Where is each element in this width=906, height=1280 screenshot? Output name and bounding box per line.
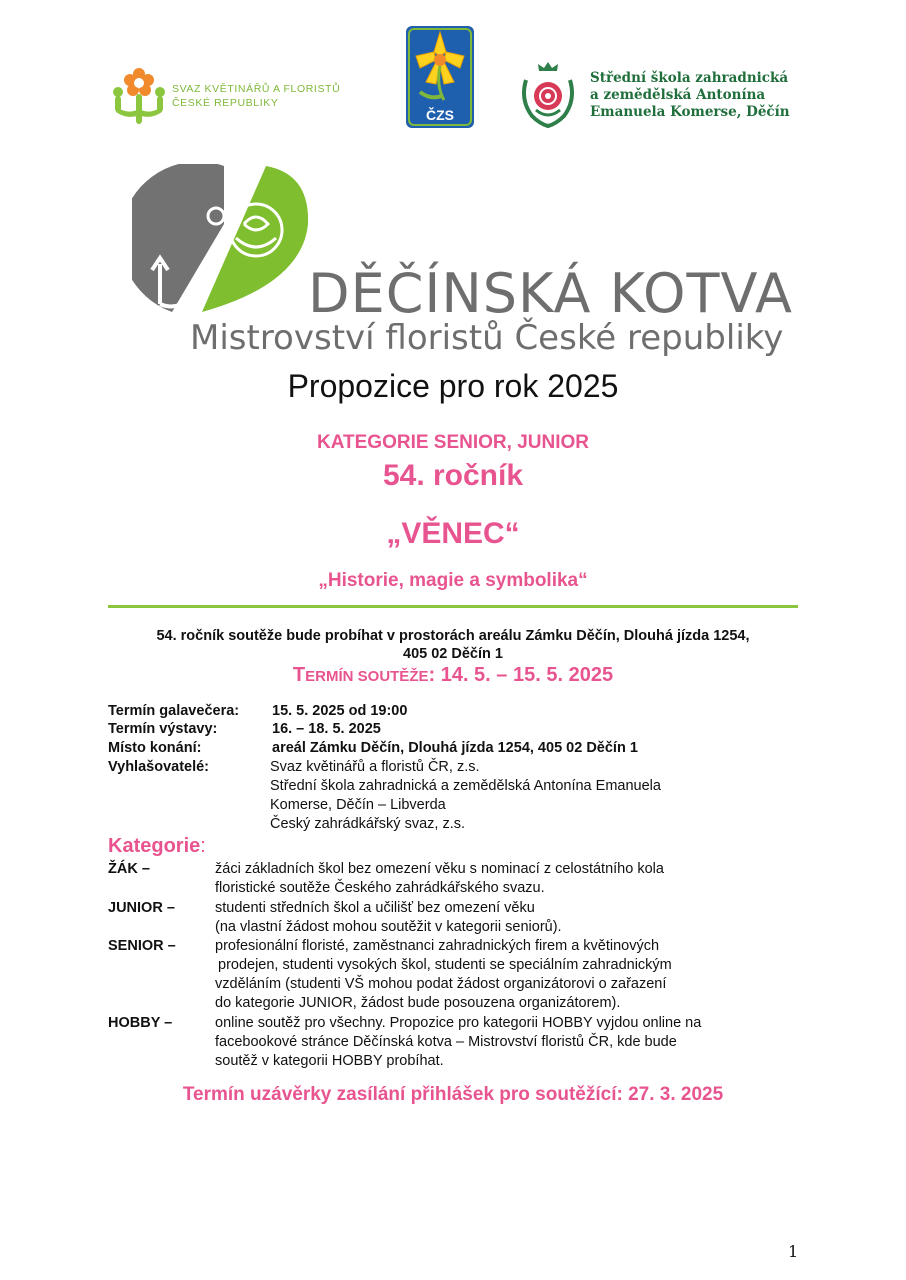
theme: „VĚNEC“ [386,517,520,550]
detail-label-place: Místo konání: [108,740,202,756]
page-number: 1 [788,1242,799,1261]
term-label-rest: ERMÍN SOUTĚŽE [305,668,429,685]
school-line-3: Emanuela Komerse, Děčín [590,104,790,120]
school-line-1: Střední škola zahradnická [590,70,789,86]
category-line: KATEGORIE SENIOR, JUNIOR [316,432,589,453]
school-logo-icon [518,60,578,128]
category-senior-line-4: do kategorie JUNIOR, žádost bude posouzena organizátorem). [215,995,621,1011]
motto: „Historie, magie a symbolika“ [318,570,588,591]
page-heading: Propozice pro rok 2025 [287,368,619,404]
category-senior-line-3: vzděláním (studenti VŠ mohou podat žádost organizátorovi o zařazení [215,976,667,992]
detail-value-gala: 15. 5. 2025 od 19:00 [272,703,408,719]
venue-line-1: 54. ročník soutěže bude probíhat v prostorách areálu Zámku Děčín, Dlouhá jízda 1254, [156,628,750,644]
category-name-zak: ŽÁK – [108,861,150,877]
brand-subtitle: Mistrovství floristů České republiky [190,318,784,358]
detail-value-exhibition: 16. – 18. 5. 2025 [272,721,381,737]
brand-title: DĚČÍNSKÁ KOTVA [308,262,793,325]
divider [108,605,798,608]
detail-label-exhibition: Termín výstavy: [108,721,218,737]
czs-logo-icon [406,26,474,128]
category-hobby-line-2: facebookové stránce Děčínská kotva – Mistrovství floristů ČR, kde bude [215,1034,677,1050]
svaz-line-2: ČESKÉ REPUBLIKY [172,97,279,109]
category-senior-line-1: profesionální floristé, zaměstnanci zahradnických firem a květinových [215,938,660,954]
category-senior-line-2: prodejen, studenti vysokých škol, studenti se speciálním zahradnickým [218,957,672,973]
term-label-first: T [292,664,306,686]
kotva-logo-icon [132,164,310,314]
organizer-2: Střední škola zahradnická a zemědělská Antonína Emanuela [270,778,661,794]
czs-logo-label: ČZS [426,107,454,123]
edition: 54. ročník [382,459,524,492]
category-zak-line-2: floristické soutěže Českého zahrádkářského svazu. [215,880,545,896]
category-junior-line-2: (na vlastní žádost mohou soutěžit v kategorii seniorů). [215,919,562,935]
organizer-3: Český zahrádkářský svaz, z.s. [270,816,465,832]
detail-value-place: areál Zámku Děčín, Dlouhá jízda 1254, 405 02 Děčín 1 [272,740,638,756]
categories-heading-text: Kategorie [108,835,201,857]
organizer-2-cont: Komerse, Děčín – Libverda [270,797,446,813]
categories-heading [108,835,206,858]
organizer-1: Svaz květinářů a floristů ČR, z.s. [270,759,480,775]
category-hobby-line-3: soutěž v kategorii HOBBY probíhat. [215,1053,444,1069]
school-logo-text [590,70,790,121]
category-name-senior: SENIOR – [108,938,176,954]
category-zak-line-1: žáci základních škol bez omezení věku s nominací z celostátního kola [215,861,664,877]
category-junior-line-1: studenti středních škol a učilišť bez omezení věku [215,900,535,916]
deadline: Termín uzávěrky zasílání přihlášek pro soutěžící: 27. 3. 2025 [182,1084,724,1105]
school-line-2: a zemědělská Antonína [590,87,766,103]
term-value: : 14. 5. – 15. 5. 2025 [428,664,614,686]
category-name-hobby: HOBBY – [108,1015,173,1031]
category-hobby-line-1: online soutěž pro všechny. Propozice pro kategorii HOBBY vyjdou online na [215,1015,702,1031]
detail-label-gala: Termín galavečera: [108,703,240,719]
categories-heading-colon: : [200,835,206,857]
category-name-junior: JUNIOR – [108,900,175,916]
svaz-logo-icon [110,64,168,126]
venue-line-2: 405 02 Děčín 1 [403,646,503,662]
svaz-line-1: SVAZ KVĚTINÁŘŮ A FLORISTŮ [172,83,341,95]
term-line [0,664,906,687]
svaz-logo-text [172,82,340,110]
organizers-label: Vyhlašovatelé: [108,759,210,775]
